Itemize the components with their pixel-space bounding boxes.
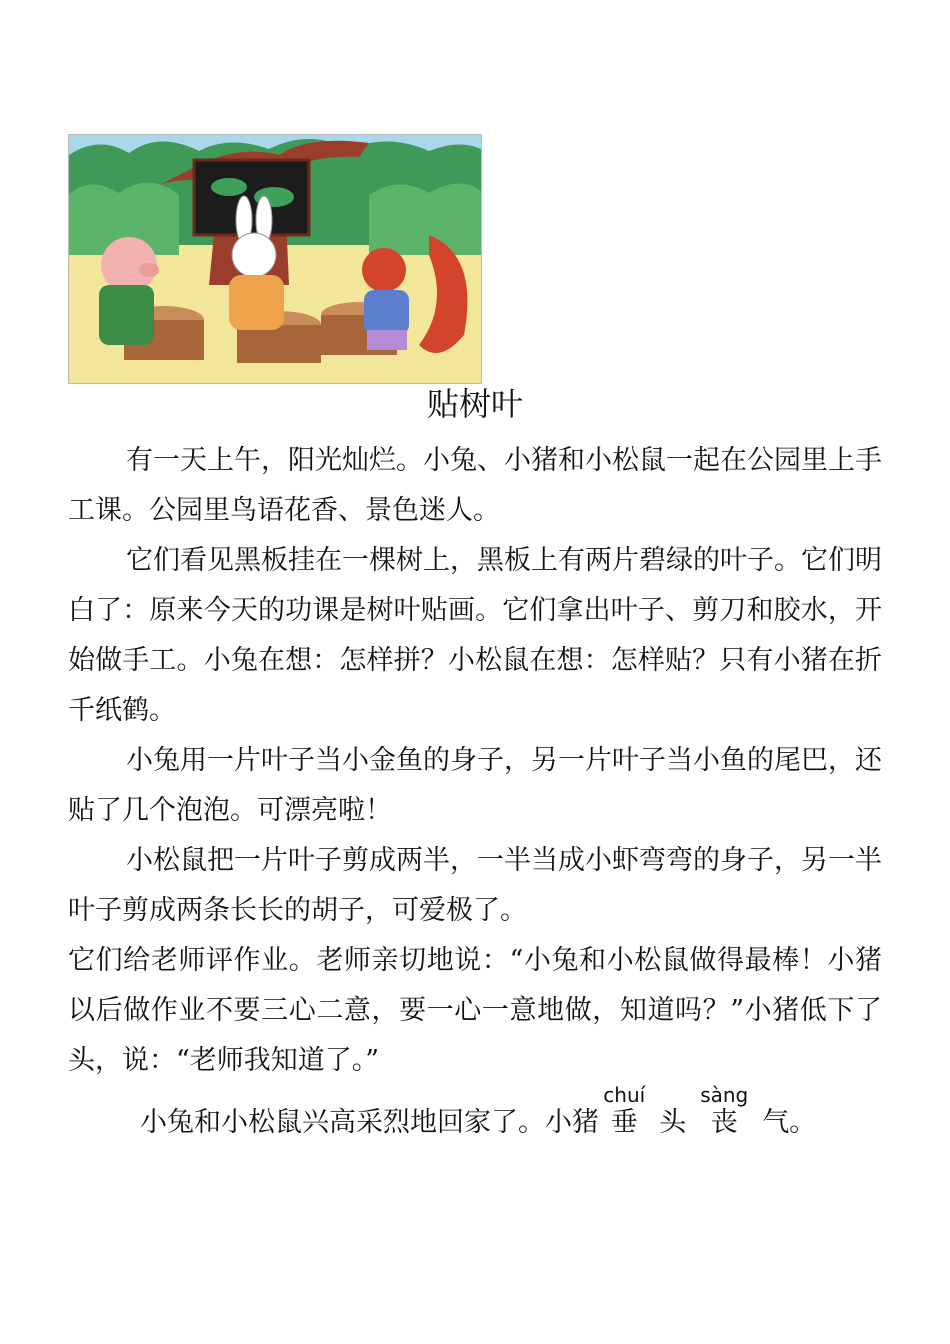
story-title: 贴树叶: [426, 385, 523, 423]
paragraph-1: 有一天上午，阳光灿烂。小兔、小猪和小松鼠一起在公园里上手工课。公园里鸟语花香、景色迷人。: [68, 445, 882, 526]
closing-line-suffix: 。: [789, 1107, 817, 1138]
tou-char: 头: [659, 1107, 687, 1138]
story-illustration-icon: [69, 135, 481, 383]
paragraph-4: 小松鼠把一片叶子剪成两半，一半当成小虾弯弯的身子，另一半叶子剪成两条长长的胡子，可爱极了。: [68, 845, 882, 926]
chui-char: 垂: [603, 1107, 646, 1138]
qi-char: 气: [762, 1107, 790, 1138]
paragraph-3: 小兔用一片叶子当小金鱼的身子，另一片叶子当小鱼的尾巴，还贴了几个泡泡。可漂亮啦！: [68, 745, 882, 826]
closing-line: [140, 1083, 817, 1139]
chui-with-pinyin: [603, 1083, 646, 1138]
paragraph-5: 它们给老师评作业。老师亲切地说：“小兔和小松鼠做得最棒！小猪以后做作业不要三心二意，要一心一意地做，知道吗？”小猪低下了头，说：“老师我知道了。”: [68, 945, 882, 1076]
paragraph-2: 它们看见黑板挂在一棵树上，黑板上有两片碧绿的叶子。它们明白了：原来今天的功课是树叶贴画。它们拿出叶子、剪刀和胶水，开始做手工。小兔在想：怎样拼？小松鼠在想：怎样贴？只有小猪在折千纸鹤。: [68, 545, 882, 726]
sang-char: 丧: [700, 1107, 749, 1138]
sang-with-pinyin: [700, 1083, 749, 1138]
closing-line-prefix: 小兔和小松鼠兴高采烈地回家了。小猪: [140, 1107, 599, 1138]
sang-pinyin: sàng: [700, 1083, 749, 1107]
story-illustration: [68, 134, 482, 384]
chui-pinyin: chuí: [603, 1083, 646, 1107]
